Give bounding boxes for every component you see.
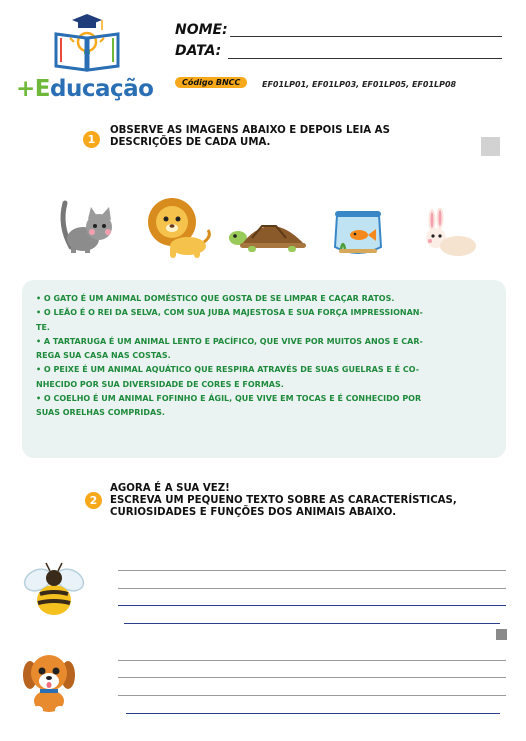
- activity-2-instruction: [110, 483, 457, 519]
- cat-icon: [55, 195, 117, 257]
- bncc-badge: Código BNCC: [175, 77, 247, 88]
- turtle-icon: [226, 214, 312, 254]
- writing-line[interactable]: [118, 605, 506, 606]
- graduation-book-logo-icon: [52, 12, 122, 74]
- activity-1-instruction: [110, 125, 390, 149]
- date-label: DATA:: [175, 43, 222, 59]
- description-line: • O PEIXE É UM ANIMAL AQUÁTICO QUE RESPIRA ATRAVÉS DE SUAS GUELRAS E É CO-: [36, 365, 420, 375]
- rabbit-icon: [420, 208, 480, 258]
- bee-icon: [18, 558, 90, 620]
- activity-2-number: 2: [85, 492, 102, 509]
- description-line: SUAS ORELHAS COMPRIDAS.: [36, 408, 165, 418]
- writing-line[interactable]: [118, 570, 506, 571]
- writing-line[interactable]: [118, 695, 506, 696]
- bncc-codes: EF01LP01, EF01LP03, EF01LP05, EF01LP08: [262, 80, 457, 89]
- description-line: NHECIDO POR SUA DIVERSIDADE DE CORES E FORMAS.: [36, 379, 284, 389]
- puppy-icon: [20, 651, 78, 715]
- gray-small-square: [496, 629, 507, 640]
- description-line: • O GATO É UM ANIMAL DOMÉSTICO QUE GOSTA DE SE LIMPAR E CAÇAR RATOS.: [36, 294, 395, 303]
- writing-line[interactable]: [118, 588, 506, 589]
- activity-1-line-1: OBSERVE AS IMAGENS ABAIXO E DEPOIS LEIA AS: [110, 125, 390, 136]
- activity-2-line-3: CURIOSIDADES E FUNÇÕES DOS ANIMAIS ABAIXO.: [110, 507, 397, 518]
- writing-line[interactable]: [118, 660, 506, 661]
- name-label: NOME:: [175, 22, 228, 38]
- writing-line[interactable]: [124, 623, 500, 624]
- description-line: • O LEÃO É O REI DA SELVA, COM SUA JUBA MAJESTOSA E SUA FORÇA IMPRESSIONAN-: [36, 308, 423, 318]
- description-line: REGA SUA CASA NAS COSTAS.: [36, 351, 171, 361]
- description-line: • O COELHO É UM ANIMAL FOFINHO E ÁGIL, QUE VIVE EM TOCAS E É CONHECIDO POR: [36, 394, 422, 404]
- activity-1-number: 1: [83, 131, 100, 148]
- brand-name: +Educação: [16, 76, 154, 102]
- date-line[interactable]: [228, 58, 502, 59]
- writing-line[interactable]: [126, 713, 500, 714]
- gray-square: [481, 137, 500, 156]
- description-line: • A TARTARUGA É UM ANIMAL LENTO E PACÍFICO, QUE VIVE POR MUITOS ANOS E CAR-: [36, 336, 423, 346]
- description-line: TE.: [36, 322, 50, 332]
- fish-bowl-icon: [331, 205, 385, 257]
- activity-2-line-1: AGORA É A SUA VEZ!: [110, 483, 230, 494]
- activity-1-line-2: DESCRIÇÕES DE CADA UMA.: [110, 137, 271, 148]
- name-line[interactable]: [230, 36, 502, 37]
- writing-line[interactable]: [118, 677, 506, 678]
- description-text: [36, 292, 496, 421]
- activity-2-line-2: ESCREVA UM PEQUENO TEXTO SOBRE AS CARACTERÍSTICAS,: [110, 495, 457, 506]
- lion-icon: [144, 196, 212, 260]
